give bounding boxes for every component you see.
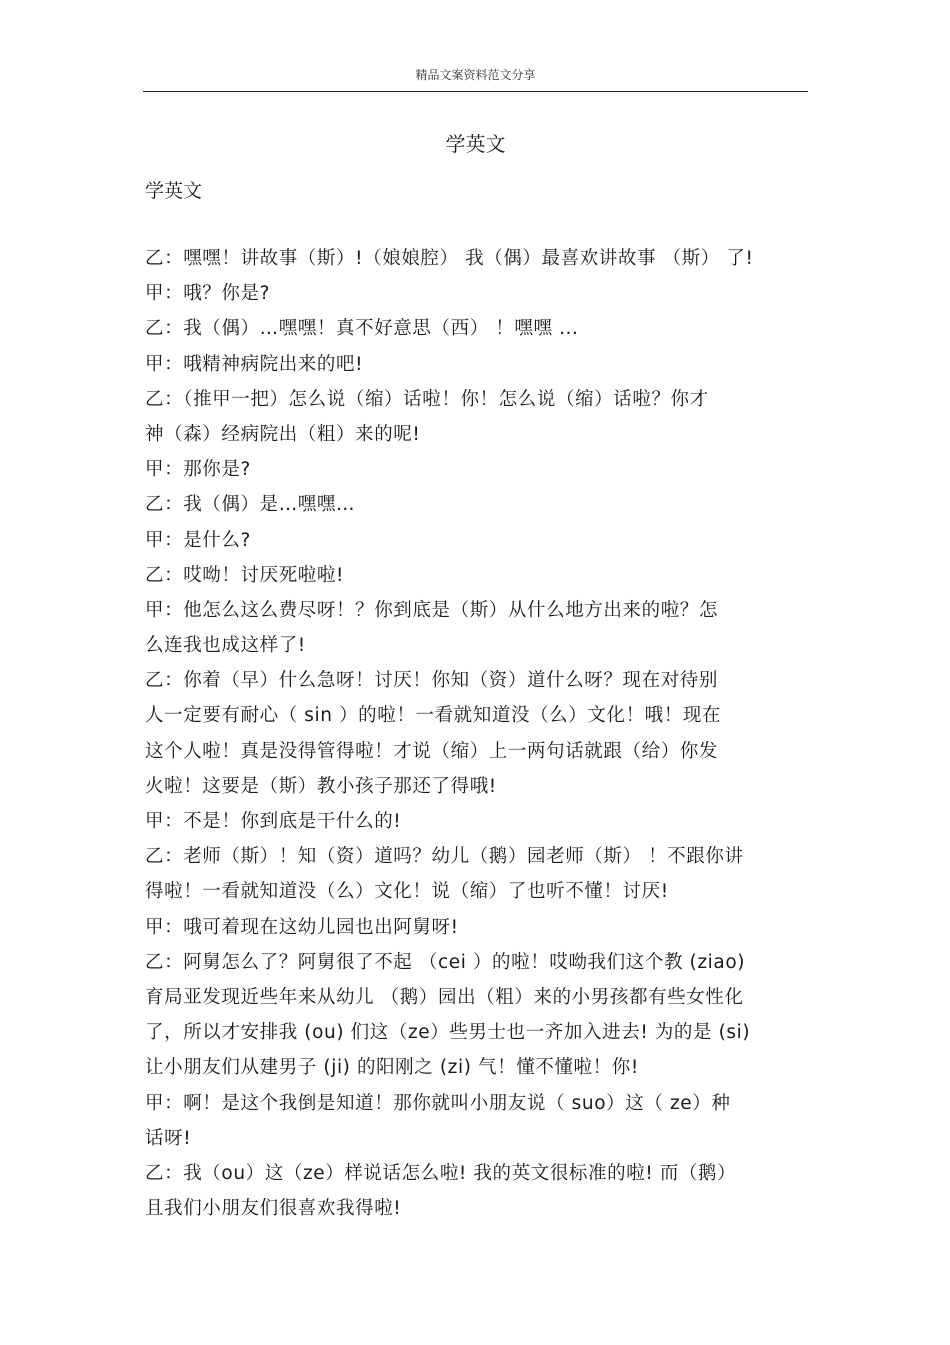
document-title: 学英文: [445, 132, 506, 156]
page-header: 精品文案资料范文分享: [415, 68, 536, 82]
dialogue-line: 让小朋友们从建男子 (ji) 的阳刚之 (zi) 气！懂不懂啦！你!: [145, 1057, 639, 1079]
dialogue-line: 人一定要有耐心（ sin ）的啦！一看就知道没（么）文化！哦！现在: [145, 705, 722, 727]
dialogue-line: 话呀!: [145, 1127, 192, 1149]
dialogue-line: 甲：哦可着现在这幼儿园也出阿舅呀!: [145, 916, 459, 938]
dialogue-line: 了，所以才安排我 (ou) 们这（ze）些男士也一齐加入进去! 为的是 (si): [145, 1022, 751, 1044]
dialogue-line: 乙：阿舅怎么了？阿舅很了不起 （cei ）的啦！哎呦我们这个教 (ziao): [145, 951, 746, 973]
dialogue-line: 乙：嘿嘿！讲故事（斯）!（娘娘腔） 我（偶）最喜欢讲故事 （斯） 了!: [145, 248, 754, 269]
document-body: [145, 241, 805, 1226]
dialogue-line: 甲：啊！是这个我倒是知道！那你就叫小朋友说（ suo）这（ ze）种: [145, 1092, 731, 1114]
dialogue-line: 甲：哦？你是?: [145, 283, 271, 305]
dialogue-line: 甲：是什么?: [145, 529, 251, 551]
dialogue-line: 乙：（推甲一把）怎么说（缩）话啦！你！怎么说（缩）话啦？你才: [145, 388, 709, 410]
dialogue-line: 甲：不是！你到底是干什么的!: [145, 811, 402, 832]
dialogue-line: 么连我也成这样了!: [145, 635, 306, 657]
dialogue-line: 火啦！这要是（斯）教小孩子那还了得哦!: [145, 775, 497, 797]
dialogue-line: 且我们小朋友们很喜欢我得啦!: [145, 1198, 402, 1220]
dialogue-line: 这个人啦！真是没得管得啦！才说（缩）上一两句话就跟（给）你发: [145, 740, 719, 762]
dialogue-line: 乙：哎呦！讨厌死啦啦!: [145, 564, 345, 586]
header-divider: [143, 91, 808, 92]
dialogue-line: 得啦！一看就知道没（么）文化！说（缩）了也听不懂！讨厌!: [145, 881, 669, 903]
dialogue-line: 甲：他怎么这么费尽呀！？你到底是（斯）从什么地方出来的啦？怎: [145, 599, 719, 621]
dialogue-line: 甲：那你是?: [145, 459, 251, 481]
dialogue-line: 甲：哦精神病院出来的吧!: [145, 353, 364, 375]
dialogue-line: 神（森）经病院出（粗）来的呢!: [145, 423, 421, 445]
dialogue-line: 育局亚发现近些年来从幼儿 （鹅）园出（粗）来的小男孩都有些女性化: [145, 986, 744, 1008]
dialogue-line: 乙：老师（斯）！知（资）道吗？幼儿（鹅）园老师（斯） ！不跟你讲: [145, 846, 744, 868]
dialogue-line: 乙：我（ou）这（ze）样说话怎么啦! 我的英文很标准的啦! 而（鹅）: [145, 1162, 737, 1184]
dialogue-line: 乙：我（偶）是…嘿嘿…: [145, 494, 356, 516]
dialogue-line: 乙：我（偶）…嘿嘿！真不好意思（西） ！嘿嘿 ...: [145, 318, 579, 340]
document-subtitle: 学英文: [145, 180, 203, 202]
dialogue-line: 乙：你着（早）什么急呀！讨厌！你知（资）道什么呀？现在对待别: [145, 670, 719, 692]
